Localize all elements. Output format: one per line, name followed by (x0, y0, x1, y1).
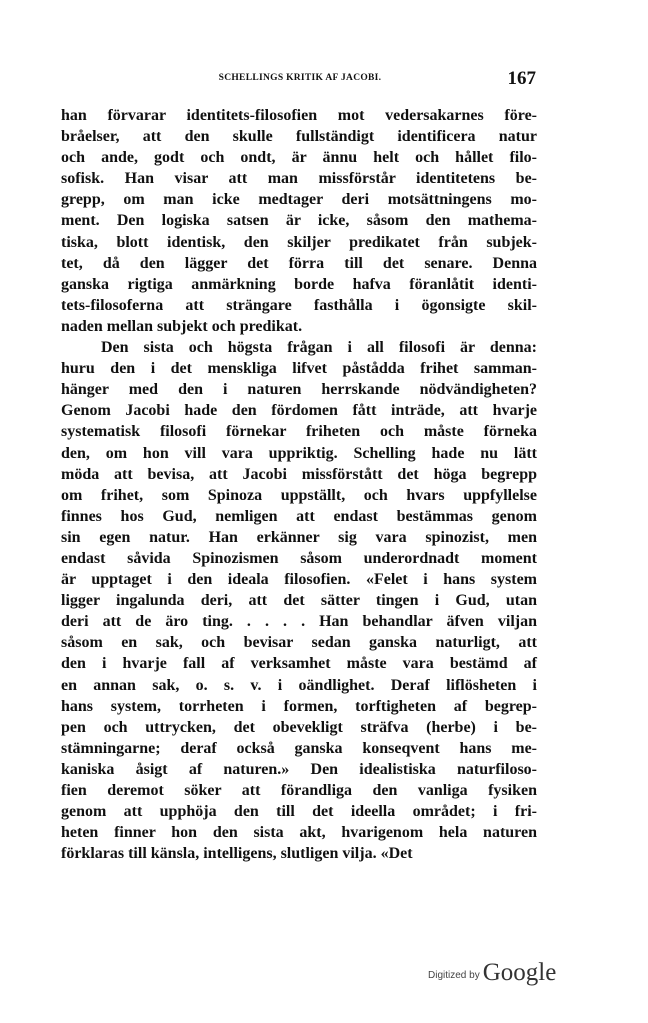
text-line: bråelser, att den skulle fullständigt identificera natur (61, 128, 537, 146)
watermark-prefix: Digitized by (428, 970, 480, 981)
text-line: om frihet, som Spinoza uppställt, och hvars uppfyllelse (61, 486, 537, 504)
body-text (61, 105, 537, 864)
text-line: han förvarar identitets-filosofien mot vedersakarnes före- (61, 107, 537, 124)
text-line: tiska, blott identisk, den skiljer predikatet från subjek- (61, 233, 537, 251)
text-line: huru den i det menskliga lifvet påstådda frihet samman- (61, 360, 537, 378)
text-line: naden mellan subjekt och predikat. (61, 317, 303, 335)
text-line: tets-filosoferna att strängare fasthålla i ögonsigte skil- (61, 296, 537, 314)
text-line: stämningarne; deraf också ganska konseqvent hans me- (61, 739, 537, 757)
text-line: möda att bevisa, att Jacobi missförstått det höga begrepp (61, 465, 537, 483)
running-title: SCHELLINGS KRITIK AF JACOBI. (218, 73, 382, 83)
text-line: en annan sak, o. s. v. i oändlighet. Deraf liflösheten i (61, 676, 537, 694)
text-line: heten finner hon den sista akt, hvarigenom hela naturen (61, 824, 537, 842)
text-line: hänger med den i naturen herrskande nödvändigheten? (61, 381, 537, 399)
text-line: den, om hon vill vara uppriktig. Schelling hade nu lätt (61, 444, 537, 462)
text-line: ligger ingalunda deri, att det sätter tingen i Gud, utan (61, 592, 537, 610)
text-line: kaniska åsigt af naturen.» Den idealistiska naturfiloso- (61, 760, 537, 778)
text-line: och ande, godt och ondt, är ännu helt och hållet filo- (61, 149, 537, 167)
text-line: tet, då den lägger det förra till det senare. Denna (61, 254, 537, 272)
text-line: hans system, torrheten i formen, torftigheten af begrep- (61, 697, 537, 715)
digitized-by-google-watermark (428, 957, 556, 987)
text-line: Den sista och högsta frågan i all filosofi är denna: (101, 339, 537, 357)
text-line: ment. Den logiska satsen är icke, såsom den mathema- (61, 212, 537, 230)
text-line: grepp, om man icke medtager deri motsättningens mo- (61, 191, 537, 209)
text-line: förklaras till känsla, intelligens, slutligen vilja. «Det (61, 845, 413, 863)
text-line: genom att upphöja den till det ideella området; i fri- (61, 803, 537, 821)
text-line: endast såvida Spinozismen såsom underordnadt moment (61, 549, 537, 567)
text-line: är upptaget i den ideala filosofien. «Felet i hans system (61, 571, 537, 589)
text-line: pen och uttrycken, det obevekligt sträfva (herbe) i be- (61, 718, 537, 736)
text-line: systematisk filosofi förnekar friheten och måste förneka (61, 423, 537, 441)
paragraph (61, 337, 537, 864)
text-line: ganska rigtiga anmärkning borde hafva föranlåtit identi- (61, 275, 537, 293)
text-line: såsom en sak, och bevisar sedan ganska naturligt, att (61, 634, 537, 652)
page-number: 167 (507, 68, 536, 89)
text-line: fien deremot söker att förandliga den vanliga fysiken (61, 782, 537, 799)
running-header (60, 68, 540, 90)
text-line: finnes hos Gud, nemligen att endast bestämmas genom (61, 507, 537, 525)
text-line: deri att de äro ting. . . . . Han behandlar äfven viljan (61, 613, 537, 631)
text-line: den i hvarje fall af verksamhet måste vara bestämd af (61, 655, 537, 673)
paragraph (61, 105, 537, 337)
text-line: sofisk. Han visar att man missförstår identitetens be- (61, 170, 537, 188)
text-line: Genom Jacobi hade den fördomen fått inträde, att hvarje (61, 402, 537, 420)
google-logo: Google (482, 959, 557, 986)
text-line: sin egen natur. Han erkänner sig vara spinozist, men (61, 528, 537, 546)
